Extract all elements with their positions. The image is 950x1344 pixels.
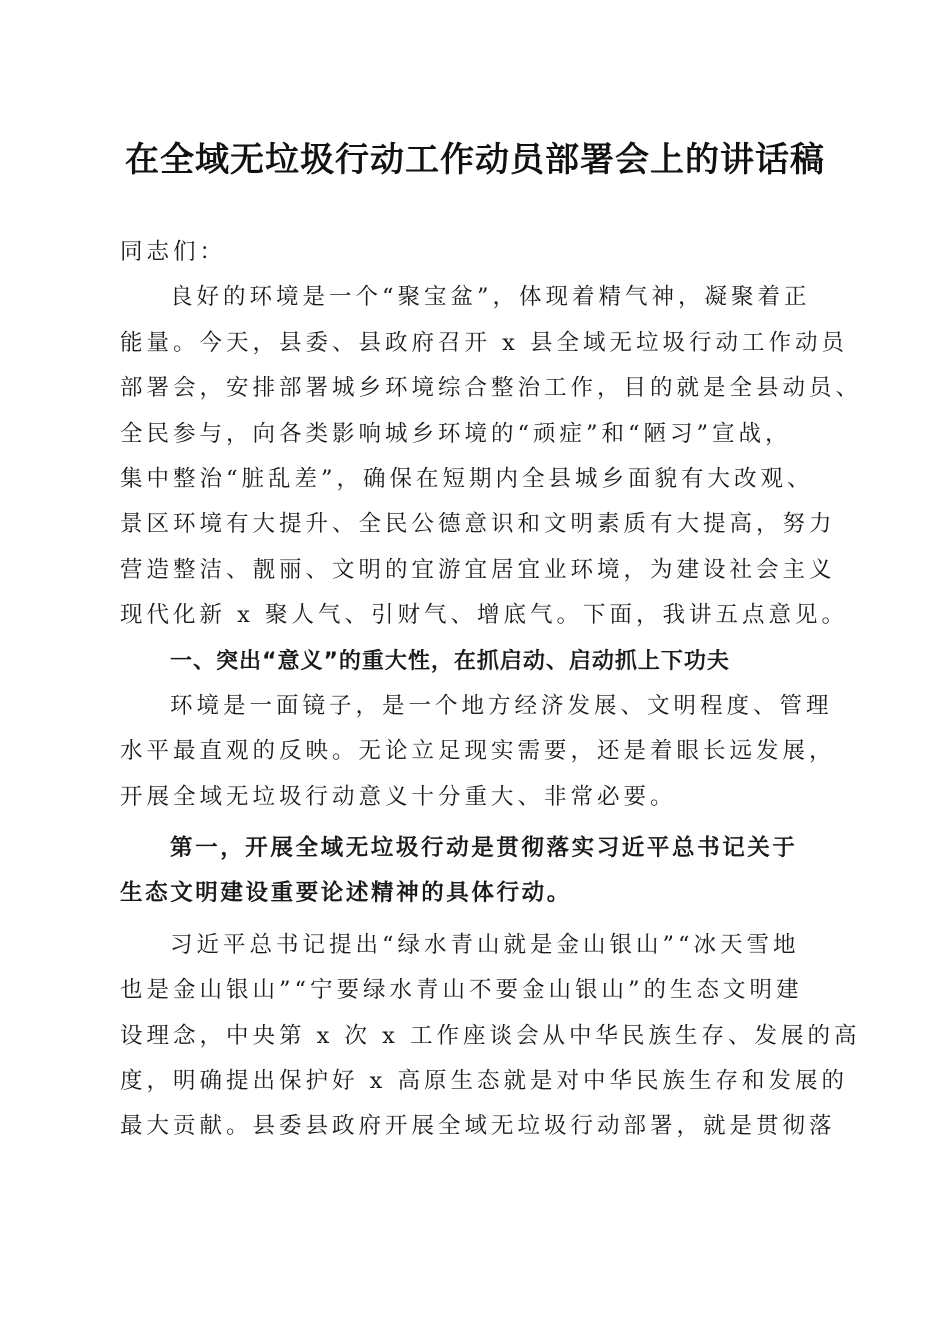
paragraph-intro <box>120 275 863 638</box>
paragraph-line: 环境是一面镜子，是一个地方经济发展、文明程度、管理 <box>170 692 833 719</box>
document-body <box>120 230 863 1150</box>
paragraph-line: 水平最直观的反映。无论立足现实需要，还是着眼长远发展， <box>120 738 836 765</box>
point-one <box>120 826 832 917</box>
paragraph-line: 能量。今天，县委、县政府召开 x 县全域无垃圾行动工作动员 <box>120 329 848 356</box>
paragraph-line: 开展全域无垃圾行动意义十分重大、非常必要。 <box>120 783 677 810</box>
paragraph-point-one <box>120 923 861 1150</box>
paragraph-line: 全民参与，向各类影响城乡环境的“顽症”和“陋习”宣战， <box>120 420 792 447</box>
paragraph-line: 部署会，安排部署城乡环境综合整治工作，目的就是全县动员、 <box>120 375 863 402</box>
paragraph-line: 营造整洁、靓丽、文明的宜游宜居宜业环境，为建设社会主义 <box>120 556 836 583</box>
paragraph-line: 度，明确提出保护好 x 高原生态就是对中华民族生存和发展的 <box>120 1068 848 1095</box>
paragraph-line: 集中整治“脏乱差”，确保在短期内全县城乡面貌有大改观、 <box>120 465 814 492</box>
section-heading: 一、突出“意义”的重大性，在抓启动、启动抓上下功夫 <box>170 648 730 674</box>
document-title: 在全域无垃圾行动工作动员部署会上的讲话稿 <box>125 140 825 180</box>
paragraph-line: 良好的环境是一个“聚宝盆”，体现着精气神，凝聚着正 <box>170 284 811 311</box>
paragraph-line: 景区环境有大提升、全民公德意识和文明素质有大提高，努力 <box>120 511 836 538</box>
paragraph-line: 也是金山银山”“宁要绿水青山不要金山银山”的生态文明建 <box>120 977 803 1004</box>
point-line: 生态文明建设重要论述精神的具体行动。 <box>120 880 572 907</box>
paragraph-line: 习近平总书记提出“绿水青山就是金山银山”“冰天雪地 <box>170 931 800 958</box>
point-line: 第一，开展全域无垃圾行动是贯彻落实习近平总书记关于 <box>170 835 798 862</box>
paragraph-line: 现代化新 x 聚人气、引财气、增底气。下面，我讲五点意见。 <box>120 602 848 629</box>
salutation: 同志们： <box>120 239 227 265</box>
paragraph-section1 <box>120 684 836 820</box>
paragraph-line: 设理念，中央第 x 次 x 工作座谈会从中华民族生存、发展的高 <box>120 1022 861 1049</box>
paragraph-line: 最大贡献。县委县政府开展全域无垃圾行动部署，就是贯彻落 <box>120 1113 836 1140</box>
